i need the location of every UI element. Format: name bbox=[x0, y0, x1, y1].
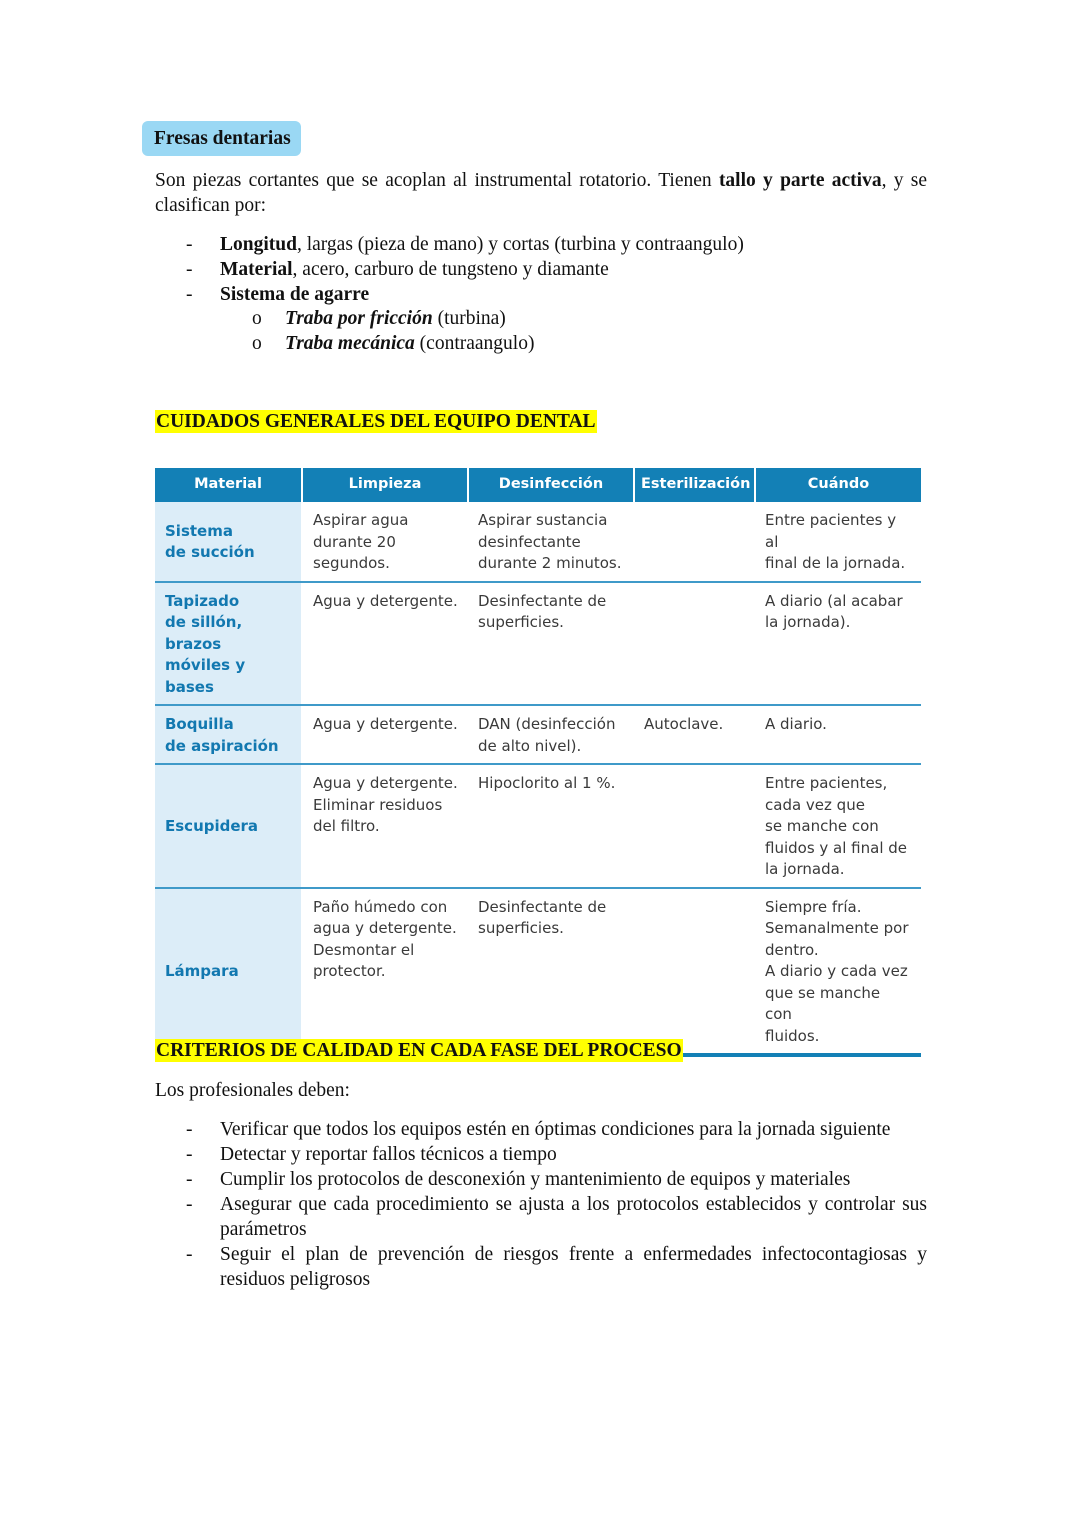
fresas-intro bbox=[155, 168, 927, 218]
fresas-title: Fresas dentarias bbox=[142, 121, 301, 156]
cell-esterilizacion bbox=[634, 764, 755, 888]
cell-limpieza: Agua y detergente. bbox=[302, 582, 468, 706]
cell-desinfeccion: Aspirar sustancia desinfectante durante 2 minutos. bbox=[468, 502, 634, 582]
header-material: Material bbox=[155, 468, 302, 502]
fresas-list bbox=[155, 232, 927, 307]
cell-cuando: Entre pacientes, cada vez que se manche con fluidos y al final de la jornada. bbox=[755, 764, 921, 888]
list-item: - Sistema de agarre bbox=[186, 284, 370, 305]
cuidados-title: CUIDADOS GENERALES DEL EQUIPO DENTAL bbox=[156, 411, 596, 432]
criterios-title: CRITERIOS DE CALIDAD EN CADA FASE DEL PROCESO bbox=[156, 1040, 682, 1061]
cell-desinfeccion: Hipoclorito al 1 %. bbox=[468, 764, 634, 888]
cell-material: Escupidera bbox=[155, 764, 302, 888]
list-item: - Verificar que todos los equipos estén en óptimas condiciones para la jornada siguiente bbox=[186, 1119, 891, 1140]
table-row bbox=[155, 582, 921, 706]
table-row bbox=[155, 502, 921, 582]
cell-esterilizacion: Autoclave. bbox=[634, 705, 755, 764]
table-row bbox=[155, 888, 921, 1056]
cell-limpieza: Aspirar agua durante 20 segundos. bbox=[302, 502, 468, 582]
intro-text-1: Son piezas cortantes que se acoplan al instrumental rotatorio. Tienen bbox=[155, 170, 719, 191]
table-row bbox=[155, 764, 921, 888]
list-item: - Asegurar que cada procedimiento se ajusta a los protocolos establecidos y controlar sus parámetros bbox=[186, 1194, 927, 1240]
sublist-item: o Traba por fricción (turbina) bbox=[252, 308, 506, 329]
cell-material: Sistema de succión bbox=[155, 502, 302, 582]
list-item: - Seguir el plan de prevención de riesgos frente a enfermedades infectocontagiosas y residuos peligrosos bbox=[186, 1244, 927, 1290]
intro-text-2: , y se clasifican por: bbox=[155, 170, 928, 216]
list-item: - Material, acero, carburo de tungsteno y diamante bbox=[186, 259, 609, 280]
cell-cuando: Siempre fría. Semanalmente por dentro. A diario y cada vez que se manche con fluidos. bbox=[755, 888, 921, 1056]
criterios-intro: Los profesionales deben: bbox=[155, 1080, 350, 1101]
cell-cuando: A diario. bbox=[755, 705, 921, 764]
list-item: - Detectar y reportar fallos técnicos a tiempo bbox=[186, 1144, 557, 1165]
cell-desinfeccion: Desinfectante de superficies. bbox=[468, 582, 634, 706]
cell-limpieza: Paño húmedo con agua y detergente. Desmontar el protector. bbox=[302, 888, 468, 1056]
cell-limpieza: Agua y detergente. bbox=[302, 705, 468, 764]
cell-esterilizacion bbox=[634, 582, 755, 706]
cell-material: Tapizado de sillón, brazos móviles y bases bbox=[155, 582, 302, 706]
intro-bold: tallo y parte activa bbox=[718, 170, 882, 191]
list-item: - Longitud, largas (pieza de mano) y cortas (turbina y contraangulo) bbox=[186, 234, 744, 255]
cuidados-table bbox=[155, 468, 921, 1057]
cell-material: Boquilla de aspiración bbox=[155, 705, 302, 764]
table-header-row bbox=[155, 468, 921, 502]
cell-esterilizacion bbox=[634, 502, 755, 582]
cell-material: Lámpara bbox=[155, 888, 302, 1056]
cell-cuando: A diario (al acabar la jornada). bbox=[755, 582, 921, 706]
cell-desinfeccion: DAN (desinfección de alto nivel). bbox=[468, 705, 634, 764]
criterios-list bbox=[155, 1117, 927, 1292]
table-row bbox=[155, 705, 921, 764]
sublist-item: o Traba mecánica (contraangulo) bbox=[252, 333, 535, 354]
table-body bbox=[155, 502, 921, 1055]
cell-desinfeccion: Desinfectante de superficies. bbox=[468, 888, 634, 1056]
header-desinfeccion: Desinfección bbox=[468, 468, 634, 502]
list-item: - Cumplir los protocolos de desconexión y mantenimiento de equipos y materiales bbox=[186, 1169, 851, 1190]
header-limpieza: Limpieza bbox=[302, 468, 468, 502]
fresas-sublist bbox=[155, 306, 534, 356]
cell-cuando: Entre pacientes y al final de la jornada. bbox=[755, 502, 921, 582]
header-cuando: Cuándo bbox=[755, 468, 921, 502]
header-esterilizacion: Esterilización bbox=[634, 468, 755, 502]
cell-esterilizacion bbox=[634, 888, 755, 1056]
cell-limpieza: Agua y detergente. Eliminar residuos del filtro. bbox=[302, 764, 468, 888]
